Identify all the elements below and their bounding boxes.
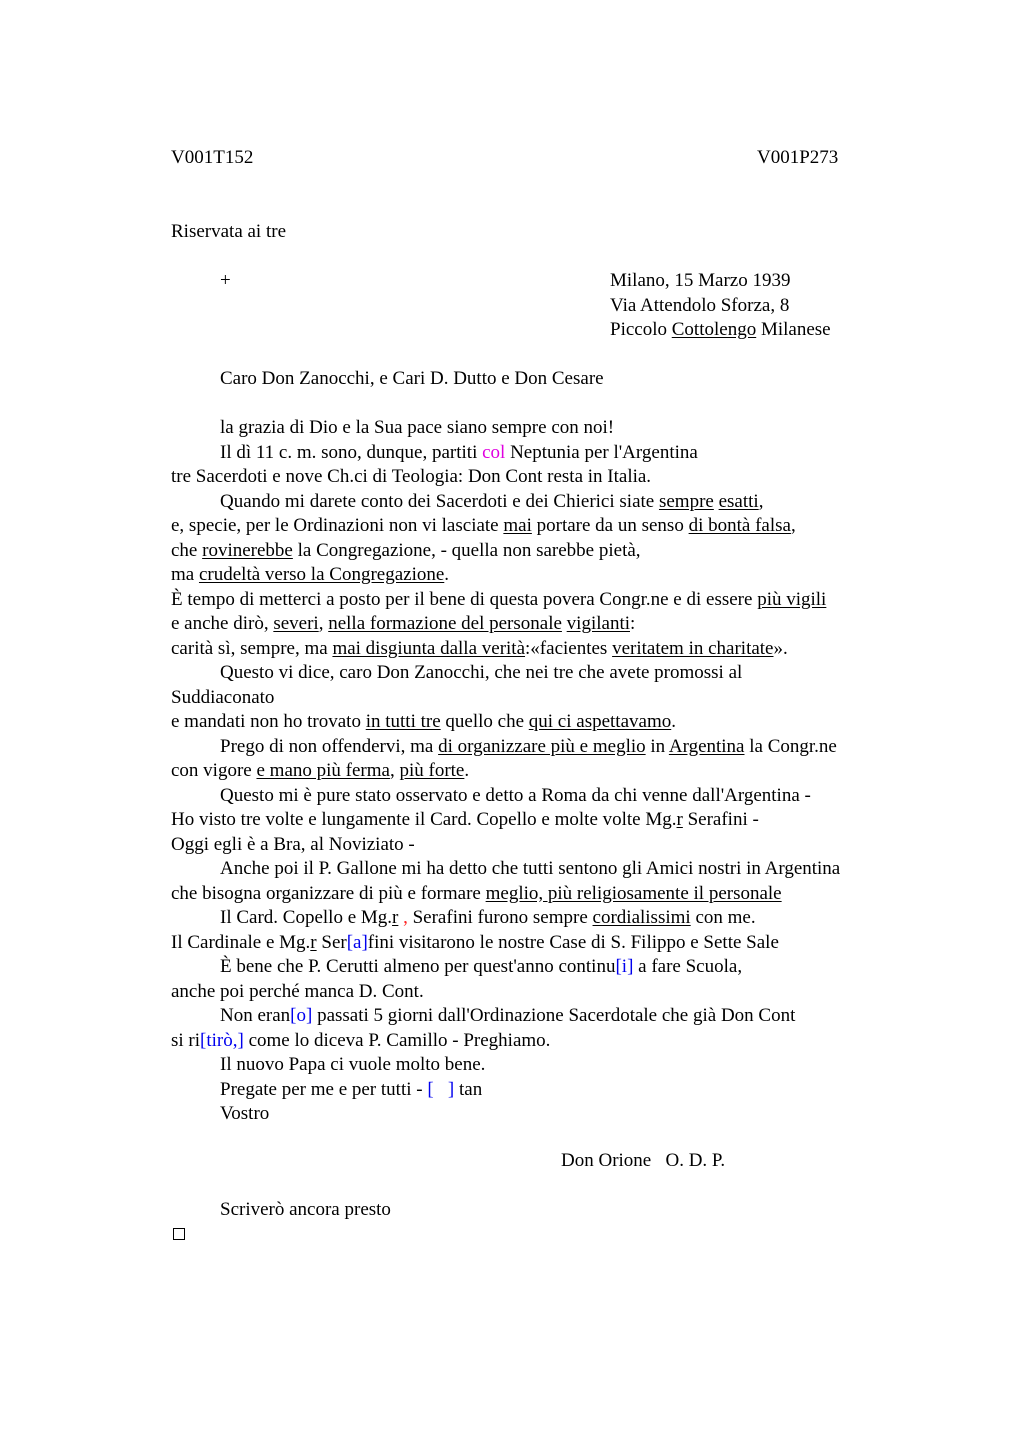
- greeting: Caro Don Zanocchi, e Cari D. Dutto e Don Cesare: [220, 368, 604, 389]
- riservata-note: Riservata ai tre: [171, 221, 287, 242]
- cross-mark: +: [220, 270, 231, 291]
- body-line: e mandati non ho trovato in tutti tre quello che qui ci aspettavamo.: [171, 711, 676, 732]
- body-line: Pregate per me e per tutti - [ ] tan: [220, 1078, 483, 1100]
- body-line: Prego di non offendervi, ma di organizzare più e meglio in Argentina la Congr.ne: [220, 735, 837, 757]
- end-box-icon: [173, 1222, 185, 1247]
- body-line: con vigore e mano più ferma, più forte.: [171, 760, 470, 781]
- body-line: Ho visto tre volte e lungamente il Card. Copello e molte volte Mg.r Serafini -: [171, 809, 759, 830]
- left-code: V001T152: [171, 147, 254, 168]
- body-line: Questo mi è pure stato osservato e detto a Roma da chi venne dall'Argentina -: [220, 784, 811, 806]
- body-line: Anche poi il P. Gallone mi ha detto che tutti sentono gli Amici nostri in Argentina: [220, 858, 841, 879]
- body-line: Suddiaconato: [171, 686, 275, 708]
- body-line: ma crudeltà verso la Congregazione.: [171, 564, 450, 585]
- signature: Don Orione O. D. P.: [561, 1150, 726, 1171]
- body-line: e, specie, per le Ordinazioni non vi lasciate mai portare da un senso di bontà falsa,: [171, 515, 796, 536]
- body-line: Quando mi darete conto dei Sacerdoti e dei Chierici siate sempre esatti,: [220, 490, 764, 512]
- body-line: È bene che P. Cerutti almeno per quest'anno continu[i] a fare Scuola,: [220, 956, 743, 977]
- address-block: [610, 269, 831, 343]
- body-line: la grazia di Dio e la Sua pace siano sempre con noi!: [220, 417, 615, 438]
- body-line: È tempo di metterci a posto per il bene di questa povera Congr.ne e di essere più vigili: [171, 588, 827, 610]
- body-line: Questo vi dice, caro Don Zanocchi, che nei tre che avete promossi al: [220, 662, 743, 683]
- body-line: anche poi perché manca D. Cont.: [171, 980, 424, 1002]
- body-line: si ri[tirò,] come lo diceva P. Camillo - Preghiamo.: [171, 1029, 551, 1051]
- body-line: Vostro: [220, 1103, 270, 1124]
- body-line: Il dì 11 c. m. sono, dunque, partiti col Neptunia per l'Argentina: [220, 441, 698, 463]
- letter-body: [171, 416, 840, 1127]
- body-line: Il Card. Copello e Mg.r , Serafini furono sempre cordialissimi con me.: [220, 907, 756, 928]
- body-line: Il nuovo Papa ci vuole molto bene.: [220, 1054, 486, 1075]
- address-line-2: Via Attendolo Sforza, 8: [610, 294, 790, 316]
- body-line: Oggi egli è a Bra, al Noviziato -: [171, 833, 415, 855]
- right-code: V001P273: [757, 147, 839, 168]
- postscript: Scriverò ancora presto: [220, 1199, 391, 1220]
- address-line-1: Milano, 15 Marzo 1939: [610, 270, 791, 291]
- address-line-3: Piccolo Cottolengo Milanese: [610, 319, 831, 340]
- body-line: tre Sacerdoti e nove Ch.ci di Teologia: Don Cont resta in Italia.: [171, 466, 652, 487]
- body-line: Il Cardinale e Mg.r Ser[a]fini visitarono le nostre Case di S. Filippo e Sette Sale: [171, 931, 779, 953]
- body-line: che bisogna organizzare di più e formare meglio, più religiosamente il personale: [171, 882, 782, 904]
- body-line: e anche dirò, severi, nella formazione del personale vigilanti:: [171, 613, 636, 634]
- body-line: che rovinerebbe la Congregazione, - quella non sarebbe pietà,: [171, 539, 641, 561]
- body-line: Non eran[o] passati 5 giorni dall'Ordinazione Sacerdotale che già Don Cont: [220, 1005, 796, 1026]
- body-line: carità sì, sempre, ma mai disgiunta dalla verità:«facientes veritatem in charitate».: [171, 637, 788, 659]
